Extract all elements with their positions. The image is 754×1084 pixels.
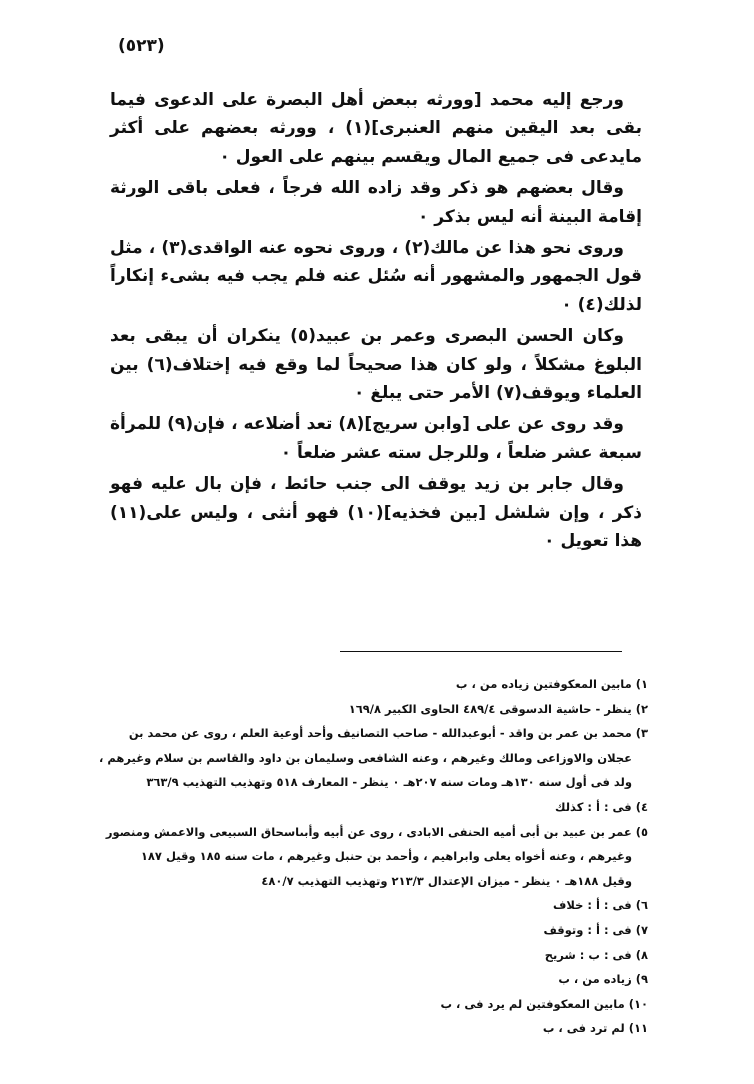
footnote-1: ١) مابين المعكوفتين زياده من ، ب (455, 677, 648, 691)
footnote-separator (340, 651, 622, 652)
page-number: (٥٢٣) (118, 36, 165, 56)
footnote-9: ٩) زياده من ، ب (558, 972, 648, 987)
paragraph: وقال بعضهم هو ذكر وقد زاده الله فرجاً ، فعلى باقى الورثة إقامة البينة أنه ليس بذكر ٠ (110, 178, 642, 227)
paragraph: وكان الحسن البصرى وعمر بن عبيد(٥) ينكران أن يبقى بعد البلوغ مشكلاً ، ولو كان هذا صحيحاً لما وقع فيه إختلاف(٦) بين العلماء ويوقف(٧) الأمر حتى يبلغ ٠ (110, 326, 643, 404)
footnotes-section (80, 672, 648, 1041)
footnote-3: ٣) محمد بن عمر بن واقد - أبوعبدالله - صاحب التصانيف وأحد أوعية العلم ، روى عن محمد بن (128, 726, 648, 741)
footnote-11: ١١) لم ترد فى ، ب (542, 1021, 648, 1036)
footnote-3-continuation: ولد فى أول سنه ١٣٠هـ ومات سنه ٢٠٧هـ ٠ ينظر - المعارف ٥١٨ وتهذيب التهذيب ٣٦٣/٩ (146, 775, 632, 790)
footnote-4: ٤) فى : أ : كذلك (555, 799, 648, 814)
main-text-body (110, 86, 642, 559)
footnote-5-continuation: وقيل ١٨٨هـ ٠ ينظر - ميزان الإعتدال ٢١٣/٣ وتهذيب التهذيب ٤٨٠/٧ (261, 873, 632, 888)
footnote-7: ٧) فى : أ : وتوقف (543, 922, 648, 937)
footnote-6: ٦) فى : أ : خلاف (553, 898, 648, 913)
footnote-5-continuation: وغيرهم ، وعنه أخواه يعلى وابراهيم ، وأحمد بن حنبل وغيرهم ، مات سنه ١٨٥ وقيل ١٨٧ (140, 849, 632, 864)
footnote-8: ٨) فى : ب : شريح (544, 947, 648, 962)
footnote-10: ١٠) مابين المعكوفتين لم يرد فى ، ب (440, 996, 648, 1011)
paragraph: ورجع إليه محمد [وورثه ببعض أهل البصرة على الدعوى فيما بقى بعد اليقين منهم العنبرى](١) ، وورثه بعضهم على أكثر مايدعى فى جميع المال ويقسم بينهم على العول ٠ (110, 90, 642, 167)
footnote-3-continuation: عجلان والاوزاعى ومالك وغيرهم ، وعنه الشافعى وسليمان بن داود والقاسم بن سلام وغيرهم ، (99, 750, 632, 765)
paragraph: وروى نحو هذا عن مالك(٢) ، وروى نحوه عنه الواقدى(٣) ، مثل قول الجمهور والمشهور أنه سُئل عنه فلم يجب فيه بشىء إنكاراً لذلك(٤) ٠ (110, 238, 642, 315)
paragraph: وقد روى عن على [وابن سريج](٨) تعد أضلاعه ، فإن(٩) للمرأة سبعة عشر ضلعاً ، وللرجل سته عشر ضلعاً ٠ (110, 414, 642, 463)
footnote-2: ٢) ينظر - حاشية الدسوقى ٤٨٩/٤ الحاوى الكبير ١٦٩/٨ (348, 701, 648, 716)
footnote-5: ٥) عمر بن عبيد بن أبى أميه الحنفى الابادى ، روى عن أبيه وأبىاسحاق السبيعى والاعمش ومنصور (105, 824, 648, 839)
paragraph: وقال جابر بن زيد يوقف الى جنب حائط ، فإن بال عليه فهو ذكر ، وإن شلشل [بين فخذيه](١٠) فهو أنثى ، وليس على(١١) هذا تعويل ٠ (110, 474, 642, 552)
